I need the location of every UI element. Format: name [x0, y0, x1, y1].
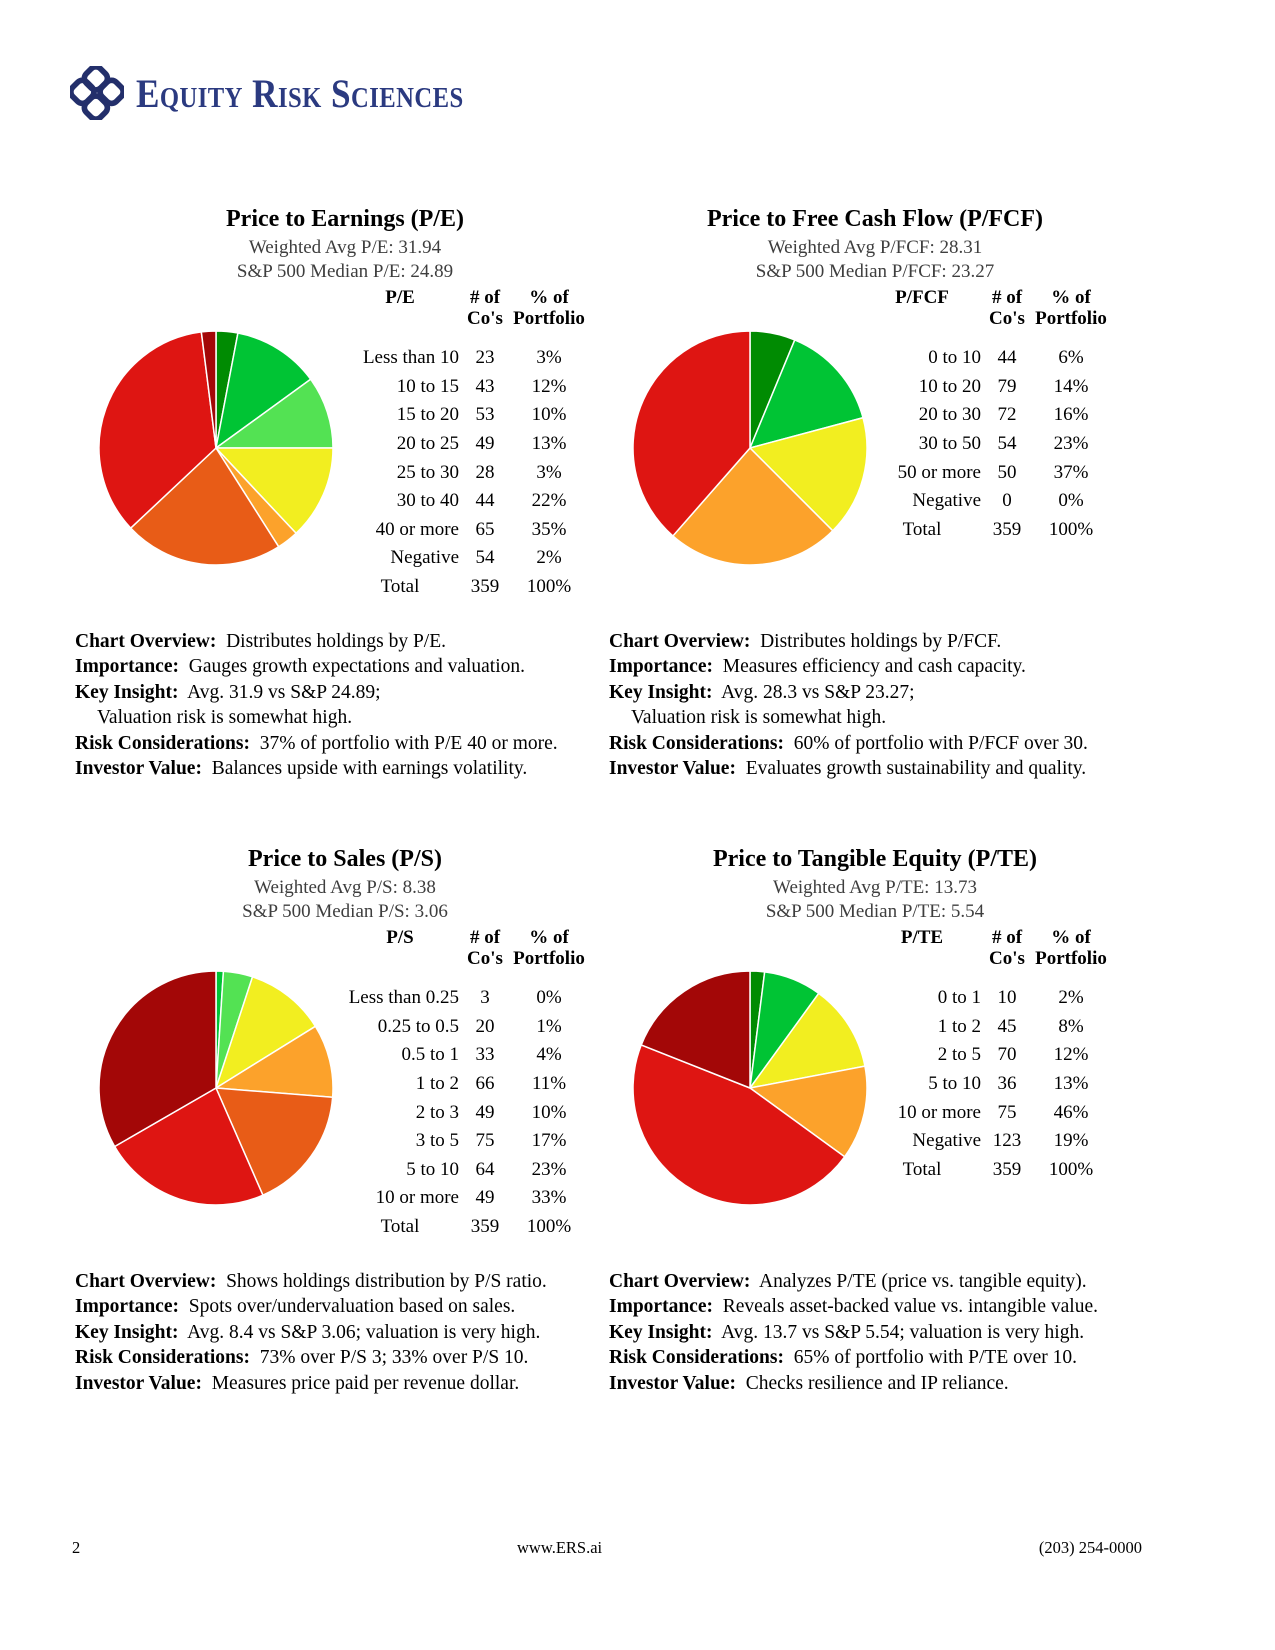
table-cell: 40 or more	[375, 518, 459, 540]
section-title: Price to Tangible Equity (P/TE)	[712, 846, 1038, 872]
weighted-avg-stat: Weighted Avg P/E: 31.94	[248, 237, 442, 258]
description-line: Key Insight: Avg. 8.4 vs S&P 3.06; valuation is very high.	[75, 1321, 541, 1343]
description-line: Chart Overview: Shows holdings distribution by P/S ratio.	[75, 1271, 547, 1292]
count-column-header: # of Co's	[989, 927, 1025, 969]
knot-logo-icon	[70, 66, 124, 120]
table-cell: 23%	[531, 1158, 567, 1180]
section-title: Price to Earnings (P/E)	[226, 206, 464, 232]
table-cell: 0.5 to 1	[401, 1044, 459, 1066]
table-rows	[341, 984, 587, 1241]
table-cell: 65	[475, 518, 495, 540]
table-cell: 0%	[536, 987, 562, 1009]
table-cell: 33	[475, 1044, 495, 1066]
table-cell: 54	[997, 433, 1017, 455]
table-cell: 2%	[536, 547, 562, 569]
table-row	[341, 1070, 587, 1099]
table-rows	[341, 344, 587, 601]
table-cell: 10%	[531, 1101, 567, 1123]
table-cell: 50	[997, 461, 1017, 483]
description-line: Key Insight: Avg. 13.7 vs S&P 5.54; valuation is very high.	[609, 1321, 1085, 1343]
table-cell: 17%	[531, 1130, 567, 1152]
table-cell: 0	[1002, 490, 1012, 512]
table-cell: Less than 0.25	[348, 987, 459, 1009]
count-column-header: # of Co's	[467, 927, 503, 969]
table-cell: 359	[470, 576, 500, 598]
metric-column-header: P/E	[385, 287, 415, 308]
table-row	[341, 1184, 587, 1213]
company-name: Equity Risk Sciences	[136, 70, 464, 116]
table-cell: 49	[475, 433, 495, 455]
table-cell: 0.25 to 0.5	[377, 1015, 459, 1037]
table-cell: 2 to 3	[415, 1101, 459, 1123]
table-cell: 1%	[536, 1015, 562, 1037]
table-header	[341, 927, 587, 969]
table-cell: 37%	[1053, 461, 1089, 483]
table-cell: 45	[997, 1015, 1017, 1037]
table-cell: 13%	[1053, 1073, 1089, 1095]
description-line: Key Insight: Avg. 28.3 vs S&P 23.27;	[609, 681, 915, 703]
sp500-median-stat: S&P 500 Median P/S: 3.06	[242, 901, 448, 922]
table-cell: Total	[380, 576, 420, 598]
table-cell: 359	[470, 1216, 500, 1238]
table-cell: 359	[992, 1158, 1022, 1180]
description-line: Chart Overview: Analyzes P/TE (price vs. tangible equity).	[609, 1271, 1087, 1292]
table-row	[863, 401, 1109, 430]
table-row	[341, 1127, 587, 1156]
pct-column-header: % of Portfolio	[513, 287, 585, 329]
company-logo	[70, 66, 508, 120]
pie-chart-pfcf	[631, 329, 869, 567]
table-cell: 75	[997, 1101, 1017, 1123]
table-cell: 20	[475, 1015, 495, 1037]
table-row	[863, 1070, 1109, 1099]
chart-description	[609, 1269, 1098, 1396]
metric-column-header: P/FCF	[895, 287, 949, 308]
table-row	[863, 984, 1109, 1013]
table-row	[863, 1127, 1109, 1156]
table-cell: 70	[997, 1044, 1017, 1066]
page-footer	[72, 1538, 1142, 1558]
sp500-median-stat: S&P 500 Median P/E: 24.89	[236, 261, 454, 282]
table-cell: 33%	[531, 1187, 567, 1209]
weighted-avg-stat: Weighted Avg P/FCF: 28.31	[767, 237, 983, 258]
table-cell: 75	[475, 1130, 495, 1152]
table-cell: Negative	[390, 547, 459, 569]
description-line: Key Insight: Avg. 31.9 vs S&P 24.89;	[75, 681, 381, 703]
table-cell: 11%	[531, 1073, 567, 1095]
table-row	[341, 1156, 587, 1185]
table-cell: 10 to 20	[918, 375, 981, 397]
table-row	[341, 344, 587, 373]
description-line: Risk Considerations: 60% of portfolio with P/FCF over 30.	[609, 732, 1088, 754]
table-cell: 10 or more	[897, 1101, 981, 1123]
table-cell: 49	[475, 1187, 495, 1209]
section-ps	[75, 845, 615, 1445]
table-cell: 4%	[536, 1044, 562, 1066]
table-row	[863, 516, 1109, 545]
description-line: Risk Considerations: 73% over P/S 3; 33% over P/S 10.	[75, 1347, 529, 1369]
table-cell: 14%	[1053, 375, 1089, 397]
table-row	[341, 401, 587, 430]
table-cell: 10%	[531, 404, 567, 426]
table-cell: 13%	[531, 433, 567, 455]
table-cell: 12%	[531, 375, 567, 397]
description-line: Valuation risk is somewhat high.	[97, 707, 353, 729]
table-cell: 44	[997, 347, 1017, 369]
table-row	[341, 430, 587, 459]
table-cell: 100%	[1048, 518, 1094, 540]
table-cell: 3	[480, 987, 490, 1009]
section-title: Price to Free Cash Flow (P/FCF)	[706, 206, 1044, 232]
table-row	[341, 1013, 587, 1042]
page-number: 2	[72, 1538, 81, 1557]
table-header	[863, 927, 1109, 969]
table-cell: 10 to 15	[396, 375, 459, 397]
pie-chart-pte	[631, 969, 869, 1207]
description-line: Investor Value: Checks resilience and IP reliance.	[609, 1372, 1009, 1394]
table-cell: 49	[475, 1101, 495, 1123]
chart-description	[75, 1269, 547, 1396]
metric-column-header: P/S	[386, 927, 414, 948]
table-cell: 66	[475, 1073, 495, 1095]
weighted-avg-stat: Weighted Avg P/TE: 13.73	[773, 877, 977, 898]
table-cell: 23	[475, 347, 495, 369]
section-title: Price to Sales (P/S)	[248, 846, 442, 872]
description-line: Chart Overview: Distributes holdings by P/E.	[75, 631, 447, 652]
chart-description	[75, 629, 558, 781]
table-row	[341, 1098, 587, 1127]
table-cell: 12%	[1053, 1044, 1089, 1066]
description-line: Investor Value: Evaluates growth sustainability and quality.	[609, 758, 1087, 780]
table-row	[863, 458, 1109, 487]
table-cell: 50 or more	[897, 461, 981, 483]
table-cell: 2 to 5	[937, 1044, 981, 1066]
table-cell: 36	[997, 1073, 1017, 1095]
table-row	[863, 430, 1109, 459]
table-row	[341, 487, 587, 516]
table-row	[863, 373, 1109, 402]
table-cell: 54	[475, 547, 495, 569]
table-cell: Negative	[912, 1130, 981, 1152]
table-cell: 30 to 50	[918, 433, 981, 455]
table-row	[863, 344, 1109, 373]
table-row	[863, 1041, 1109, 1070]
table-cell: 35%	[531, 518, 567, 540]
table-row	[863, 1013, 1109, 1042]
table-row	[341, 516, 587, 545]
table-cell: 44	[475, 490, 495, 512]
count-column-header: # of Co's	[989, 287, 1025, 329]
pct-column-header: % of Portfolio	[513, 927, 585, 969]
table-cell: 23%	[1053, 433, 1089, 455]
table-cell: 100%	[526, 576, 572, 598]
table-cell: 0 to 10	[928, 347, 981, 369]
table-cell: 1 to 2	[415, 1073, 459, 1095]
sp500-median-stat: S&P 500 Median P/FCF: 23.27	[755, 261, 995, 282]
table-cell: 43	[475, 375, 495, 397]
table-cell: 100%	[526, 1216, 572, 1238]
description-line: Chart Overview: Distributes holdings by P/FCF.	[609, 631, 1002, 652]
table-rows	[863, 344, 1109, 544]
description-line: Risk Considerations: 37% of portfolio with P/E 40 or more.	[75, 732, 558, 754]
table-cell: 3%	[536, 347, 562, 369]
description-line: Valuation risk is somewhat high.	[631, 707, 887, 729]
section-pfcf	[597, 205, 1153, 805]
pie-chart-pe	[97, 329, 335, 567]
table-cell: 8%	[1058, 1015, 1084, 1037]
table-cell: 30 to 40	[396, 490, 459, 512]
table-cell: 19%	[1053, 1130, 1089, 1152]
table-rows	[863, 984, 1109, 1184]
table-row	[341, 1041, 587, 1070]
table-cell: 100%	[1048, 1158, 1094, 1180]
description-line: Investor Value: Balances upside with earnings volatility.	[75, 758, 528, 780]
table-cell: 3 to 5	[415, 1130, 459, 1152]
description-line: Importance: Spots over/undervaluation based on sales.	[75, 1296, 516, 1318]
table-cell: 79	[997, 375, 1017, 397]
table-cell: Less than 10	[362, 347, 459, 369]
table-cell: 359	[992, 518, 1022, 540]
count-column-header: # of Co's	[467, 287, 503, 329]
phone-number: (203) 254-0000	[1038, 1538, 1142, 1557]
weighted-avg-stat: Weighted Avg P/S: 8.38	[254, 877, 436, 898]
table-header	[341, 287, 587, 329]
description-line: Importance: Reveals asset-backed value vs. intangible value.	[609, 1296, 1098, 1318]
table-cell: Negative	[912, 490, 981, 512]
table-cell: 10 or more	[375, 1187, 459, 1209]
table-cell: 64	[475, 1158, 495, 1180]
section-pe	[75, 205, 615, 805]
table-cell: 2%	[1058, 987, 1084, 1009]
description-line: Importance: Measures efficiency and cash capacity.	[609, 656, 1026, 678]
table-cell: 53	[475, 404, 495, 426]
table-cell: 1 to 2	[937, 1015, 981, 1037]
table-row	[341, 458, 587, 487]
table-cell: 72	[997, 404, 1017, 426]
table-cell: 123	[992, 1130, 1022, 1152]
table-cell: 5 to 10	[406, 1158, 459, 1180]
table-cell: 5 to 10	[928, 1073, 981, 1095]
table-cell: 16%	[1053, 404, 1089, 426]
distribution-table	[863, 287, 1109, 544]
table-cell: Total	[902, 518, 942, 540]
metric-column-header: P/TE	[900, 927, 944, 948]
table-cell: Total	[902, 1158, 942, 1180]
table-cell: Total	[380, 1216, 420, 1238]
table-cell: 25 to 30	[396, 461, 459, 483]
pct-column-header: % of Portfolio	[1035, 287, 1107, 329]
chart-description	[609, 629, 1088, 781]
table-cell: 20 to 30	[918, 404, 981, 426]
description-line: Importance: Gauges growth expectations and valuation.	[75, 656, 526, 678]
table-cell: 6%	[1058, 347, 1084, 369]
description-line: Investor Value: Measures price paid per revenue dollar.	[75, 1372, 520, 1394]
table-row	[341, 1213, 587, 1242]
description-line: Risk Considerations: 65% of portfolio with P/TE over 10.	[609, 1347, 1078, 1369]
table-row	[341, 984, 587, 1013]
table-cell: 15 to 20	[396, 404, 459, 426]
section-pte	[597, 845, 1153, 1445]
distribution-table	[863, 927, 1109, 1184]
table-row	[341, 544, 587, 573]
table-cell: 10	[997, 987, 1017, 1009]
pct-column-header: % of Portfolio	[1035, 927, 1107, 969]
sp500-median-stat: S&P 500 Median P/TE: 5.54	[765, 901, 985, 922]
table-row	[341, 573, 587, 602]
table-cell: 3%	[536, 461, 562, 483]
distribution-table	[341, 927, 587, 1241]
table-header	[863, 287, 1109, 329]
table-row	[863, 1156, 1109, 1185]
table-row	[863, 1098, 1109, 1127]
distribution-table	[341, 287, 587, 601]
table-cell: 28	[475, 461, 495, 483]
table-cell: 0%	[1058, 490, 1084, 512]
table-cell: 0 to 1	[937, 987, 981, 1009]
table-row	[863, 487, 1109, 516]
table-row	[341, 373, 587, 402]
table-cell: 46%	[1053, 1101, 1089, 1123]
table-cell: 22%	[531, 490, 567, 512]
pie-chart-ps	[97, 969, 335, 1207]
table-cell: 20 to 25	[396, 433, 459, 455]
website-text: www.ERS.ai	[517, 1538, 603, 1557]
